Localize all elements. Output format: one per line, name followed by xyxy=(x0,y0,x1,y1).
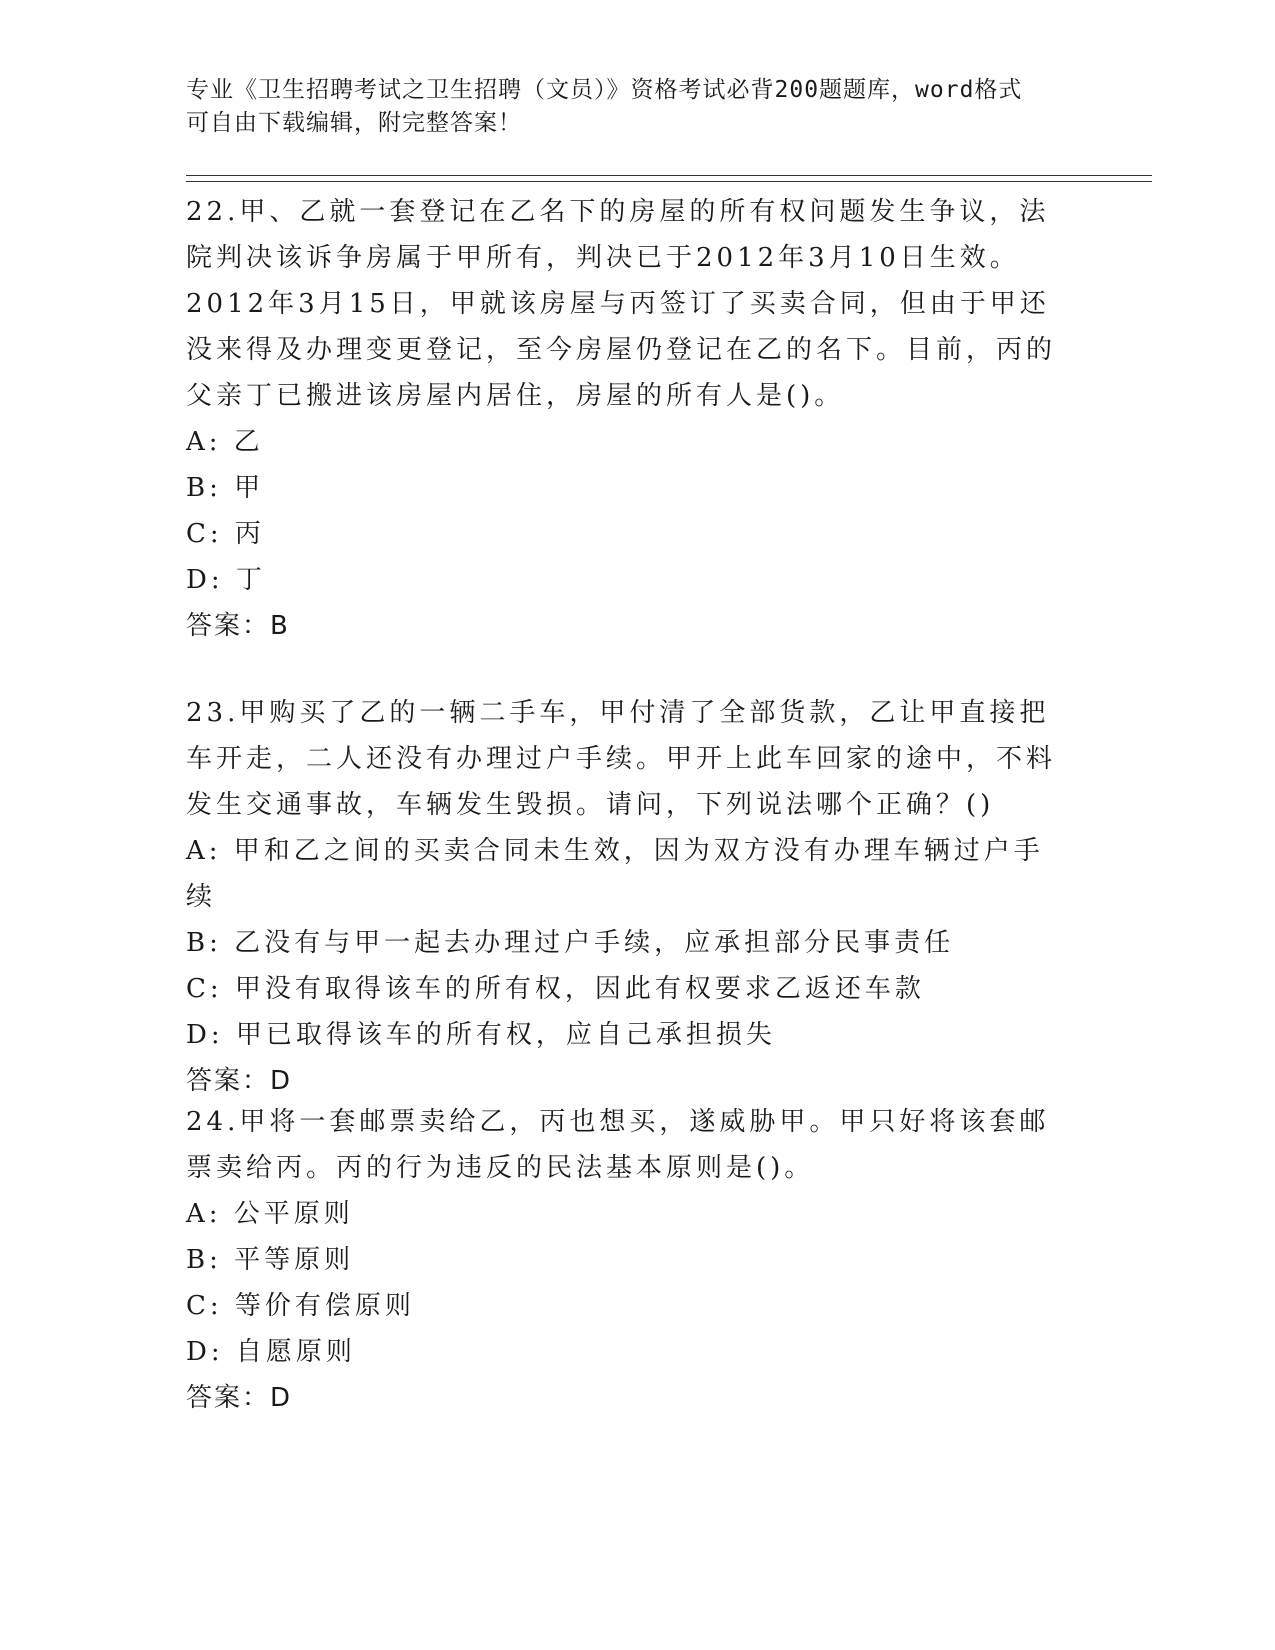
option-a: A: 乙 xyxy=(186,427,264,457)
question-23 xyxy=(186,690,1066,1104)
question-22 xyxy=(186,189,1066,649)
header-divider-top xyxy=(186,175,1152,176)
option-a: A: 公平原则 xyxy=(186,1199,354,1229)
option-d: D: 自愿原则 xyxy=(186,1337,356,1367)
option-b: B: 乙没有与甲一起去办理过户手续，应承担部分民事责任 xyxy=(186,928,955,958)
question-stem: 23.甲购买了乙的一辆二手车，甲付清了全部货款，乙让甲直接把车开走，二人还没有办理过户手续。甲开上此车回家的途中，不料发生交通事故，车辆发生毁损。请问，下列说法哪个正确？() xyxy=(186,698,1057,820)
option-c: C: 甲没有取得该车的所有权，因此有权要求乙返还车款 xyxy=(186,974,925,1004)
option-b: B: 平等原则 xyxy=(186,1245,355,1275)
option-c: C: 丙 xyxy=(186,519,265,549)
header-line-1: 专业《卫生招聘考试之卫生招聘（文员）》资格考试必背200题题库，word格式 xyxy=(186,77,1023,103)
option-d: D: 丁 xyxy=(186,565,266,595)
option-a: A: 甲和乙之间的买卖合同未生效，因为双方没有办理车辆过户手续 xyxy=(186,836,1044,912)
answer-line: 答案：B xyxy=(186,611,290,641)
question-stem: 24.甲将一套邮票卖给乙，丙也想买，遂威胁甲。甲只好将该套邮票卖给丙。丙的行为违反的民法基本原则是()。 xyxy=(186,1107,1050,1183)
header-line-2: 可自由下载编辑，附完整答案！ xyxy=(186,110,522,136)
question-stem: 22.甲、乙就一套登记在乙名下的房屋的所有权问题发生争议，法院判决该诉争房属于甲所有，判决已于2012年3月10日生效。2012年3月15日，甲就该房屋与丙签订了买卖合同，但由于甲还没来得及办理变更登记，至今房屋仍登记在乙的名下。目前，丙的父亲丁已搬进该房屋内居住，房屋的所有人是()。 xyxy=(186,197,1057,411)
answer-line: 答案：D xyxy=(186,1383,293,1413)
document-header xyxy=(186,74,1066,140)
option-c: C: 等价有偿原则 xyxy=(186,1291,415,1321)
answer-line: 答案：D xyxy=(186,1066,293,1096)
option-d: D: 甲已取得该车的所有权，应自己承担损失 xyxy=(186,1020,776,1050)
question-24 xyxy=(186,1099,1066,1421)
option-b: B: 甲 xyxy=(186,473,265,503)
header-divider-bottom xyxy=(186,181,1152,182)
